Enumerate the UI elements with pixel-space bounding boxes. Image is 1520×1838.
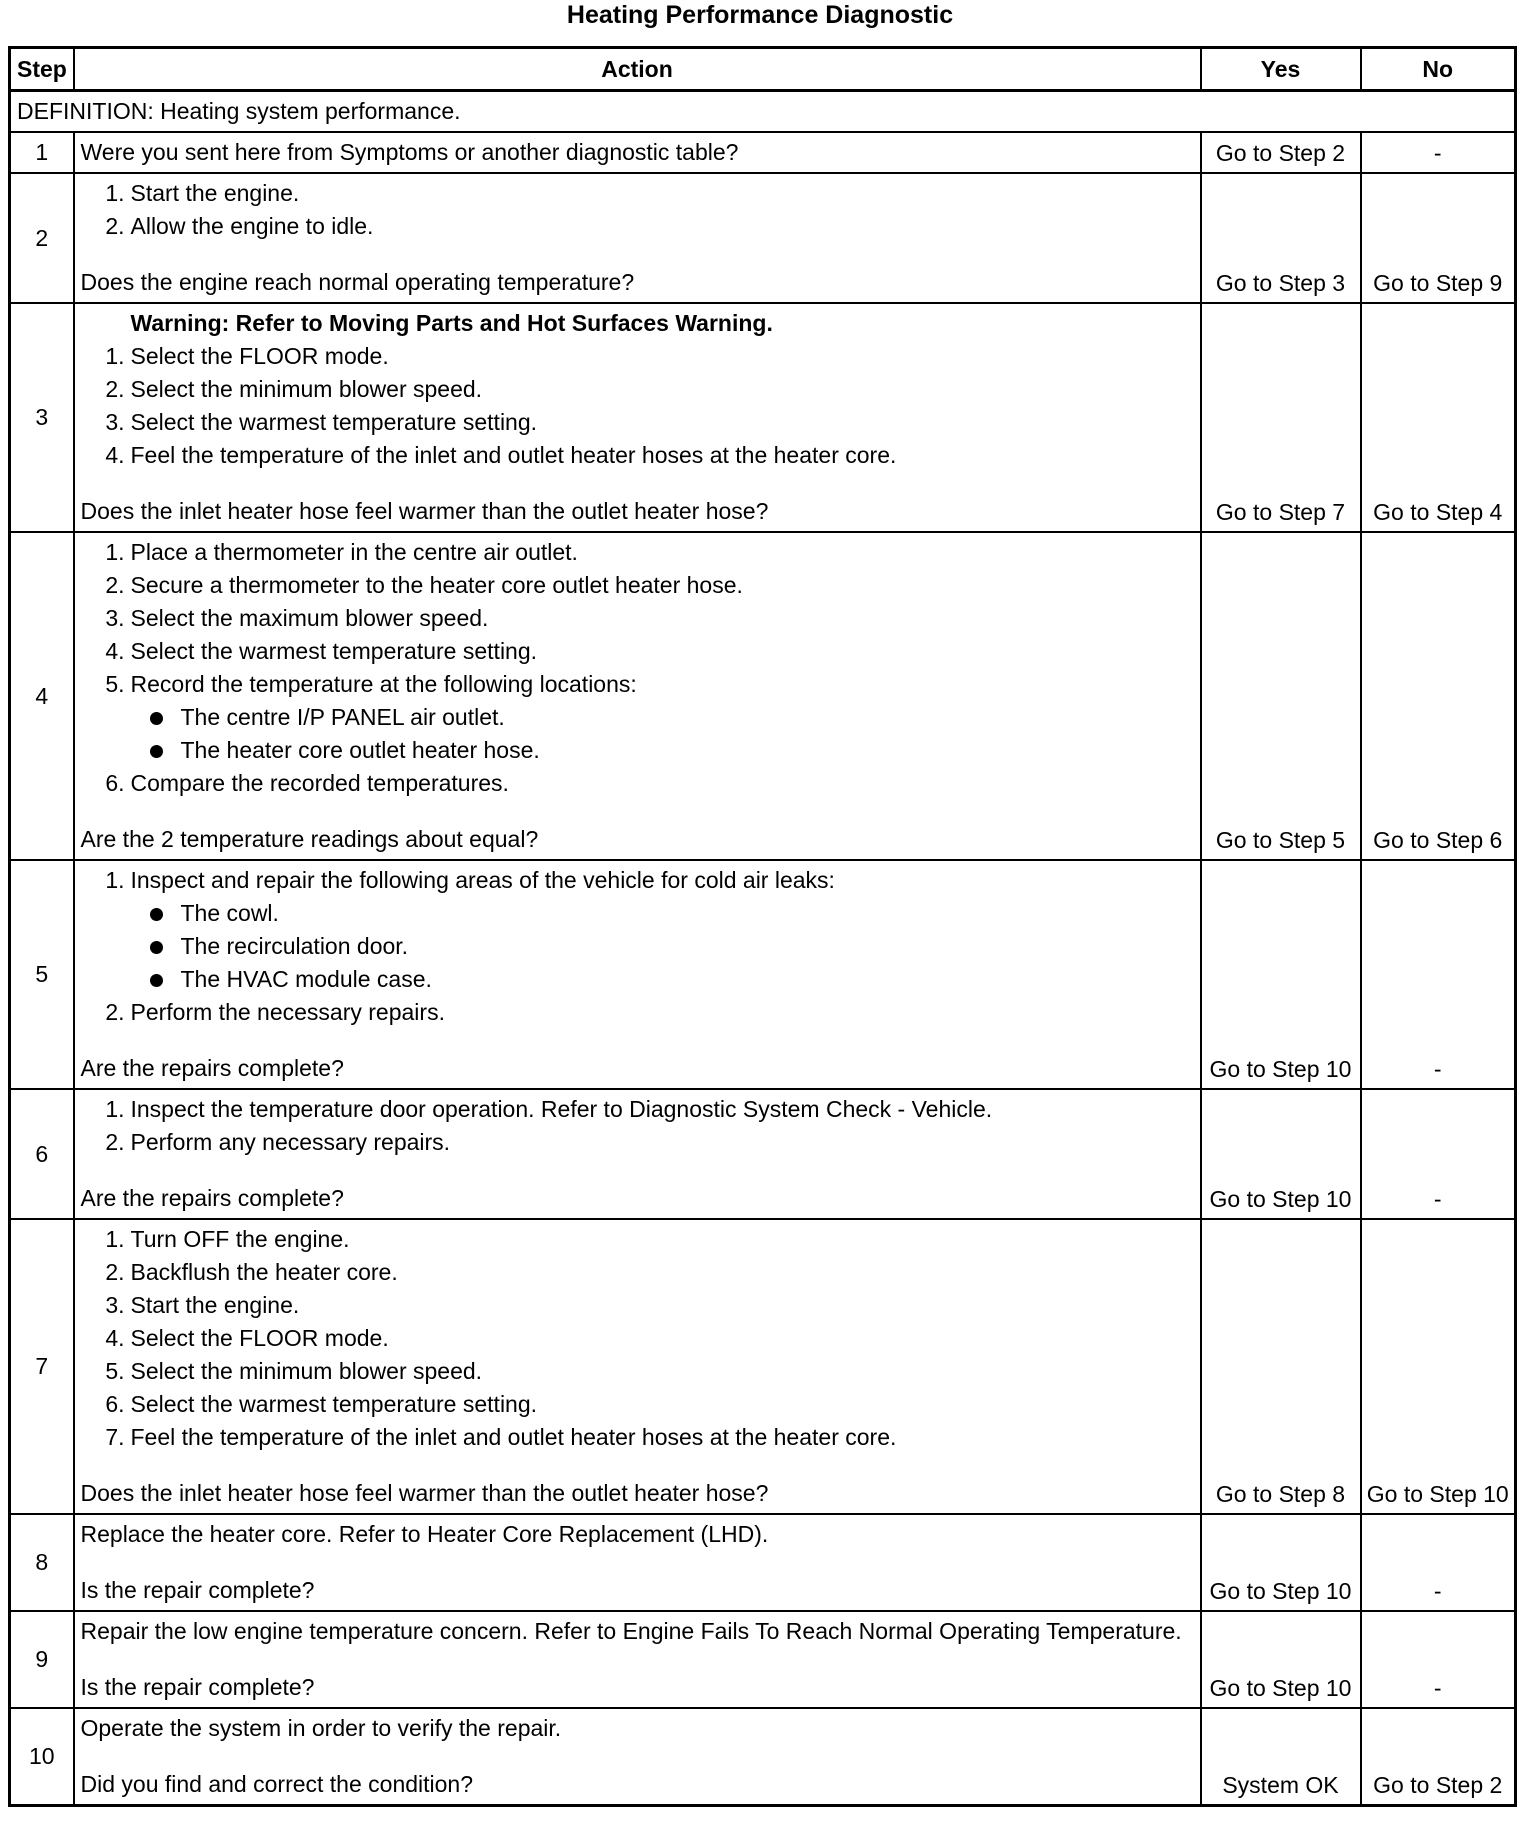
yes-result: Go to Step 8 (1201, 1219, 1361, 1514)
diagnostic-table (8, 46, 1517, 1807)
yes-result: Go to Step 10 (1201, 860, 1361, 1089)
definition-text: DEFINITION: Heating system performance. (10, 91, 1516, 133)
bullet-list (131, 897, 1194, 996)
spacer (81, 243, 1194, 266)
step-number: 8 (10, 1514, 74, 1611)
action-question: Is the repair complete? (80, 1577, 315, 1603)
step-number: 7 (10, 1219, 74, 1514)
action-step-number: 3. (105, 409, 125, 435)
spacer (81, 1029, 1194, 1052)
action-step-text: Feel the temperature of the inlet and outlet heater hoses at the heater core. (130, 442, 897, 468)
action-step-text: Perform any necessary repairs. (130, 1129, 451, 1155)
action-paragraph: Operate the system in order to verify the repair. (80, 1715, 562, 1741)
action-step-number: 3. (105, 1292, 125, 1318)
header-action: Action (74, 48, 1201, 91)
no-result: - (1361, 1514, 1516, 1611)
yes-result: Go to Step 2 (1201, 132, 1361, 173)
action-step (105, 340, 1194, 373)
action-step-text: Select the warmest temperature setting. (130, 638, 538, 664)
action-step-number: 6. (105, 1391, 125, 1417)
table-row (10, 1089, 1516, 1219)
action-steps-list (81, 177, 1194, 243)
no-result: - (1361, 1611, 1516, 1708)
table-row (10, 303, 1516, 532)
action-question: Are the repairs complete? (80, 1055, 344, 1081)
action-step (105, 1223, 1194, 1256)
spacer (81, 1159, 1194, 1182)
action-step-number: 1. (105, 867, 125, 893)
action-step-number: 4. (105, 442, 125, 468)
action-step-number: 4. (105, 638, 125, 664)
yes-result: Go to Step 5 (1201, 532, 1361, 860)
no-result: Go to Step 4 (1361, 303, 1516, 532)
action-step (105, 569, 1194, 602)
action-question: Does the engine reach normal operating temperature? (80, 269, 635, 295)
no-result: Go to Step 10 (1361, 1219, 1516, 1514)
action-cell (74, 173, 1201, 303)
step-number: 9 (10, 1611, 74, 1708)
action-step-text: Start the engine. (130, 180, 300, 206)
bullet-item: The centre I/P PANEL air outlet. (181, 701, 1194, 734)
page-title: Heating Performance Diagnostic (566, 1, 954, 29)
action-step-text: Select the FLOOR mode. (130, 343, 389, 369)
spacer (81, 1551, 1194, 1574)
action-step-text: Select the FLOOR mode. (130, 1325, 389, 1351)
action-step-number: 7. (105, 1424, 125, 1450)
table-row (10, 1611, 1516, 1708)
action-step (105, 1421, 1194, 1454)
action-question: Are the 2 temperature readings about equal? (80, 826, 539, 852)
header-no: No (1361, 48, 1516, 91)
action-step-number: 5. (105, 1358, 125, 1384)
action-step (105, 536, 1194, 569)
action-step-number: 5. (105, 671, 125, 697)
action-step-number: 1. (105, 1096, 125, 1122)
action-step (105, 439, 1194, 472)
step-number: 2 (10, 173, 74, 303)
action-step-text: Allow the engine to idle. (130, 213, 374, 239)
action-paragraph: Replace the heater core. Refer to Heater Core Replacement (LHD). (80, 1521, 769, 1547)
action-step (105, 635, 1194, 668)
yes-result: Go to Step 10 (1201, 1089, 1361, 1219)
action-step-text: Secure a thermometer to the heater core outlet heater hose. (130, 572, 743, 598)
table-row (10, 173, 1516, 303)
action-steps-list (81, 340, 1194, 472)
action-step-number: 3. (105, 605, 125, 631)
action-step-text: Start the engine. (130, 1292, 300, 1318)
table-row (10, 1219, 1516, 1514)
action-question: Does the inlet heater hose feel warmer than the outlet heater hose? (80, 1480, 769, 1506)
action-step (105, 1388, 1194, 1421)
action-step-number: 1. (105, 180, 125, 206)
action-step (105, 1322, 1194, 1355)
header-step: Step (10, 48, 74, 91)
action-step-text: Backflush the heater core. (130, 1259, 398, 1285)
action-step-number: 2. (105, 1259, 125, 1285)
action-steps-list (81, 536, 1194, 800)
step-number: 3 (10, 303, 74, 532)
no-result: - (1361, 860, 1516, 1089)
bullet-item: The recirculation door. (181, 930, 1194, 963)
action-cell (74, 1514, 1201, 1611)
action-question: Did you find and correct the condition? (80, 1771, 474, 1797)
action-step (105, 373, 1194, 406)
step-number: 4 (10, 532, 74, 860)
action-cell (74, 303, 1201, 532)
action-step-number: 2. (105, 1129, 125, 1155)
bullet-item: The heater core outlet heater hose. (181, 734, 1194, 767)
action-step-number: 2. (105, 213, 125, 239)
table-body (10, 91, 1516, 1806)
action-step-text: Place a thermometer in the centre air outlet. (130, 539, 578, 565)
action-step-number: 1. (105, 1226, 125, 1252)
no-result: Go to Step 9 (1361, 173, 1516, 303)
action-step-number: 2. (105, 572, 125, 598)
spacer (81, 1454, 1194, 1477)
action-step (105, 1355, 1194, 1388)
definition-row (10, 91, 1516, 133)
action-step (105, 1256, 1194, 1289)
spacer (81, 1648, 1194, 1671)
action-step (105, 210, 1194, 243)
action-step-text: Perform the necessary repairs. (130, 999, 445, 1025)
action-step-text: Inspect the temperature door operation. Refer to Diagnostic System Check - Vehicle. (130, 1096, 993, 1122)
yes-result: Go to Step 10 (1201, 1514, 1361, 1611)
action-paragraph: Repair the low engine temperature concern. Refer to Engine Fails To Reach Normal Operating Temperature. (80, 1618, 1182, 1644)
no-result: - (1361, 1089, 1516, 1219)
action-step (105, 864, 1194, 996)
spacer (81, 1745, 1194, 1768)
yes-result: Go to Step 10 (1201, 1611, 1361, 1708)
action-step-text: Select the maximum blower speed. (130, 605, 489, 631)
spacer (81, 800, 1194, 823)
action-step-text: Select the warmest temperature setting. (130, 1391, 538, 1417)
action-cell (74, 1219, 1201, 1514)
action-question: Are the repairs complete? (80, 1185, 344, 1211)
action-steps-list (81, 1093, 1194, 1159)
table-row (10, 1708, 1516, 1806)
action-step (105, 996, 1194, 1029)
action-cell (74, 860, 1201, 1089)
action-question: Does the inlet heater hose feel warmer than the outlet heater hose? (80, 498, 769, 524)
action-cell (74, 1611, 1201, 1708)
step-number: 10 (10, 1708, 74, 1806)
action-step (105, 602, 1194, 635)
action-step (105, 177, 1194, 210)
table-row (10, 860, 1516, 1089)
no-result: - (1361, 132, 1516, 173)
action-question: Were you sent here from Symptoms or another diagnostic table? (80, 139, 739, 165)
no-result: Go to Step 6 (1361, 532, 1516, 860)
action-step-text: Compare the recorded temperatures. (130, 770, 509, 796)
header-row (10, 48, 1516, 91)
action-step (105, 1126, 1194, 1159)
action-step-text: Turn OFF the engine. (130, 1226, 350, 1252)
warning-text: Warning: Refer to Moving Parts and Hot Surfaces Warning. (130, 310, 773, 336)
action-step-text: Record the temperature at the following locations: (130, 671, 637, 697)
step-number: 5 (10, 860, 74, 1089)
spacer (81, 472, 1194, 495)
no-result: Go to Step 2 (1361, 1708, 1516, 1806)
action-cell (74, 1089, 1201, 1219)
bullet-list (131, 701, 1194, 767)
action-step-text: Select the warmest temperature setting. (130, 409, 538, 435)
action-steps-list (81, 1223, 1194, 1454)
action-step (105, 406, 1194, 439)
action-cell (74, 532, 1201, 860)
step-number: 6 (10, 1089, 74, 1219)
table-row (10, 1514, 1516, 1611)
yes-result: Go to Step 3 (1201, 173, 1361, 303)
step-number: 1 (10, 132, 74, 173)
action-step (105, 668, 1194, 767)
action-question: Is the repair complete? (80, 1674, 315, 1700)
action-step (105, 1093, 1194, 1126)
action-cell (74, 1708, 1201, 1806)
yes-result: System OK (1201, 1708, 1361, 1806)
action-step-number: 4. (105, 1325, 125, 1351)
action-steps-list (81, 864, 1194, 1029)
action-step-number: 6. (105, 770, 125, 796)
table-row (10, 132, 1516, 173)
action-step-number: 2. (105, 999, 125, 1025)
bullet-item: The HVAC module case. (181, 963, 1194, 996)
action-step-number: 2. (105, 376, 125, 402)
action-step-text: Inspect and repair the following areas of the vehicle for cold air leaks: (130, 867, 835, 893)
action-step-number: 1. (105, 343, 125, 369)
yes-result: Go to Step 7 (1201, 303, 1361, 532)
table-row (10, 532, 1516, 860)
action-step-text: Feel the temperature of the inlet and outlet heater hoses at the heater core. (130, 1424, 897, 1450)
action-step-number: 1. (105, 539, 125, 565)
action-step (105, 767, 1194, 800)
action-step (105, 1289, 1194, 1322)
header-yes: Yes (1201, 48, 1361, 91)
bullet-item: The cowl. (181, 897, 1194, 930)
action-step-text: Select the minimum blower speed. (130, 376, 483, 402)
action-step-text: Select the minimum blower speed. (130, 1358, 483, 1384)
action-cell (74, 132, 1201, 173)
